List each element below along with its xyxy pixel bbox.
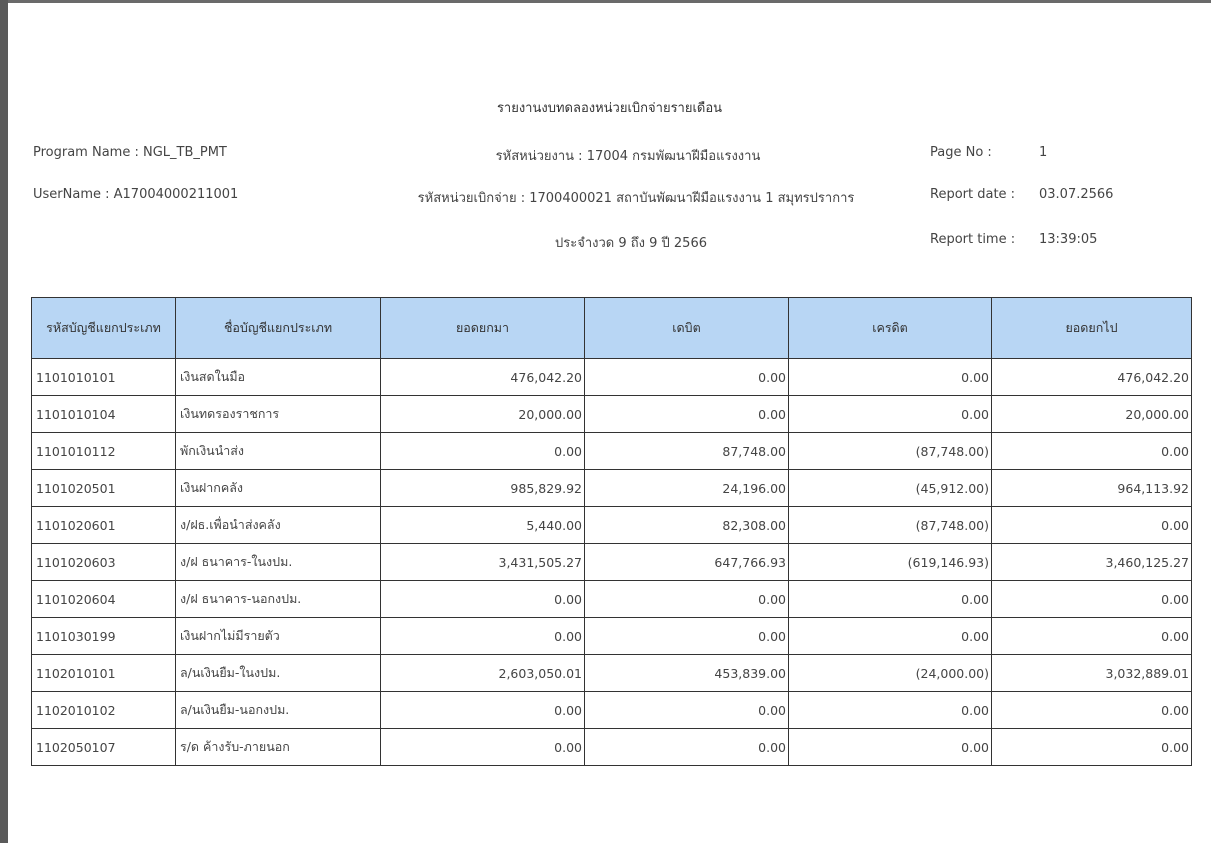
credit: 0.00 xyxy=(789,359,992,396)
credit: (87,748.00) xyxy=(789,433,992,470)
table-row xyxy=(32,729,1192,766)
balance-carried: 0.00 xyxy=(992,729,1192,766)
account-code: 1102010102 xyxy=(32,692,176,729)
debit: 0.00 xyxy=(585,581,789,618)
account-name: เงินฝากคลัง xyxy=(176,470,381,507)
account-code: 1101010101 xyxy=(32,359,176,396)
balance-forward: 0.00 xyxy=(381,729,585,766)
account-name: ง/ฝธ.เพื่อนำส่งคลัง xyxy=(176,507,381,544)
report-date-value: 03.07.2566 xyxy=(1039,187,1114,202)
report-title: รายงานงบทดลองหน่วยเบิกจ่ายรายเดือน xyxy=(496,101,723,116)
report-page xyxy=(8,0,1211,843)
account-code: 1101020601 xyxy=(32,507,176,544)
report-date-label: Report date : xyxy=(930,187,1016,202)
debit: 453,839.00 xyxy=(585,655,789,692)
credit: (619,146.93) xyxy=(789,544,992,581)
username: UserName : A17004000211001 xyxy=(33,187,239,202)
debit: 87,748.00 xyxy=(585,433,789,470)
debit: 647,766.93 xyxy=(585,544,789,581)
table-row xyxy=(32,692,1192,729)
account-name: ล/นเงินยืม-นอกงปม. xyxy=(176,692,381,729)
table-row xyxy=(32,433,1192,470)
balance-carried: 0.00 xyxy=(992,692,1192,729)
account-code: 1102050107 xyxy=(32,729,176,766)
account-name: ง/ฝ ธนาคาร-ในงปม. xyxy=(176,544,381,581)
account-name: เงินสดในมือ xyxy=(176,359,381,396)
table-row xyxy=(32,470,1192,507)
header-credit: เครดิต xyxy=(789,298,992,359)
table-row xyxy=(32,655,1192,692)
table-row xyxy=(32,507,1192,544)
debit: 0.00 xyxy=(585,396,789,433)
account-name: ร/ด ค้างรับ-ภายนอก xyxy=(176,729,381,766)
account-code: 1101020603 xyxy=(32,544,176,581)
balance-forward: 3,431,505.27 xyxy=(381,544,585,581)
credit: (87,748.00) xyxy=(789,507,992,544)
page-no-value: 1 xyxy=(1039,145,1048,160)
table-header-row xyxy=(32,298,1192,359)
table-row xyxy=(32,359,1192,396)
balance-carried: 20,000.00 xyxy=(992,396,1192,433)
account-code: 1101030199 xyxy=(32,618,176,655)
table-row xyxy=(32,396,1192,433)
trial-balance-table xyxy=(31,297,1192,766)
balance-forward: 0.00 xyxy=(381,433,585,470)
report-time-value: 13:39:05 xyxy=(1039,232,1098,247)
credit: 0.00 xyxy=(789,729,992,766)
balance-forward: 0.00 xyxy=(381,581,585,618)
account-name: ง/ฝ ธนาคาร-นอกงปม. xyxy=(176,581,381,618)
balance-carried: 0.00 xyxy=(992,581,1192,618)
balance-forward: 985,829.92 xyxy=(381,470,585,507)
header-balance-forward: ยอดยกมา xyxy=(381,298,585,359)
table-row xyxy=(32,618,1192,655)
balance-carried: 964,113.92 xyxy=(992,470,1192,507)
account-code: 1101010112 xyxy=(32,433,176,470)
account-name: เงินทดรองราชการ xyxy=(176,396,381,433)
disbursement-unit: รหัสหน่วยเบิกจ่าย : 1700400021 สถาบันพัฒนาฝีมือแรงงาน 1 สมุทรปราการ xyxy=(417,191,855,206)
balance-forward: 5,440.00 xyxy=(381,507,585,544)
credit: 0.00 xyxy=(789,618,992,655)
account-code: 1101010104 xyxy=(32,396,176,433)
debit: 0.00 xyxy=(585,692,789,729)
program-name: Program Name : NGL_TB_PMT xyxy=(33,145,227,160)
table-row xyxy=(32,581,1192,618)
table-row xyxy=(32,544,1192,581)
agency-code: รหัสหน่วยงาน : 17004 กรมพัฒนาฝีมือแรงงาน xyxy=(495,149,761,164)
balance-forward: 2,603,050.01 xyxy=(381,655,585,692)
balance-carried: 0.00 xyxy=(992,618,1192,655)
balance-forward: 20,000.00 xyxy=(381,396,585,433)
account-name: ล/นเงินยืม-ในงปม. xyxy=(176,655,381,692)
debit: 0.00 xyxy=(585,618,789,655)
debit: 24,196.00 xyxy=(585,470,789,507)
balance-carried: 0.00 xyxy=(992,507,1192,544)
account-name: พักเงินนำส่ง xyxy=(176,433,381,470)
credit: (24,000.00) xyxy=(789,655,992,692)
debit: 82,308.00 xyxy=(585,507,789,544)
page-no-label: Page No : xyxy=(930,145,992,160)
balance-carried: 3,032,889.01 xyxy=(992,655,1192,692)
credit: (45,912.00) xyxy=(789,470,992,507)
credit: 0.00 xyxy=(789,581,992,618)
account-name: เงินฝากไม่มีรายตัว xyxy=(176,618,381,655)
balance-forward: 0.00 xyxy=(381,618,585,655)
debit: 0.00 xyxy=(585,359,789,396)
header-account-name: ชื่อบัญชีแยกประเภท xyxy=(176,298,381,359)
balance-carried: 3,460,125.27 xyxy=(992,544,1192,581)
debit: 0.00 xyxy=(585,729,789,766)
account-code: 1102010101 xyxy=(32,655,176,692)
account-code: 1101020501 xyxy=(32,470,176,507)
credit: 0.00 xyxy=(789,692,992,729)
header-account-code: รหัสบัญชีแยกประเภท xyxy=(32,298,176,359)
report-time-label: Report time : xyxy=(930,232,1016,247)
balance-carried: 476,042.20 xyxy=(992,359,1192,396)
header-balance-carried: ยอดยกไป xyxy=(992,298,1192,359)
account-code: 1101020604 xyxy=(32,581,176,618)
balance-forward: 476,042.20 xyxy=(381,359,585,396)
report-period: ประจำงวด 9 ถึง 9 ปี 2566 xyxy=(555,236,707,251)
header-debit: เดบิต xyxy=(585,298,789,359)
balance-forward: 0.00 xyxy=(381,692,585,729)
balance-carried: 0.00 xyxy=(992,433,1192,470)
credit: 0.00 xyxy=(789,396,992,433)
table-body xyxy=(32,359,1192,766)
